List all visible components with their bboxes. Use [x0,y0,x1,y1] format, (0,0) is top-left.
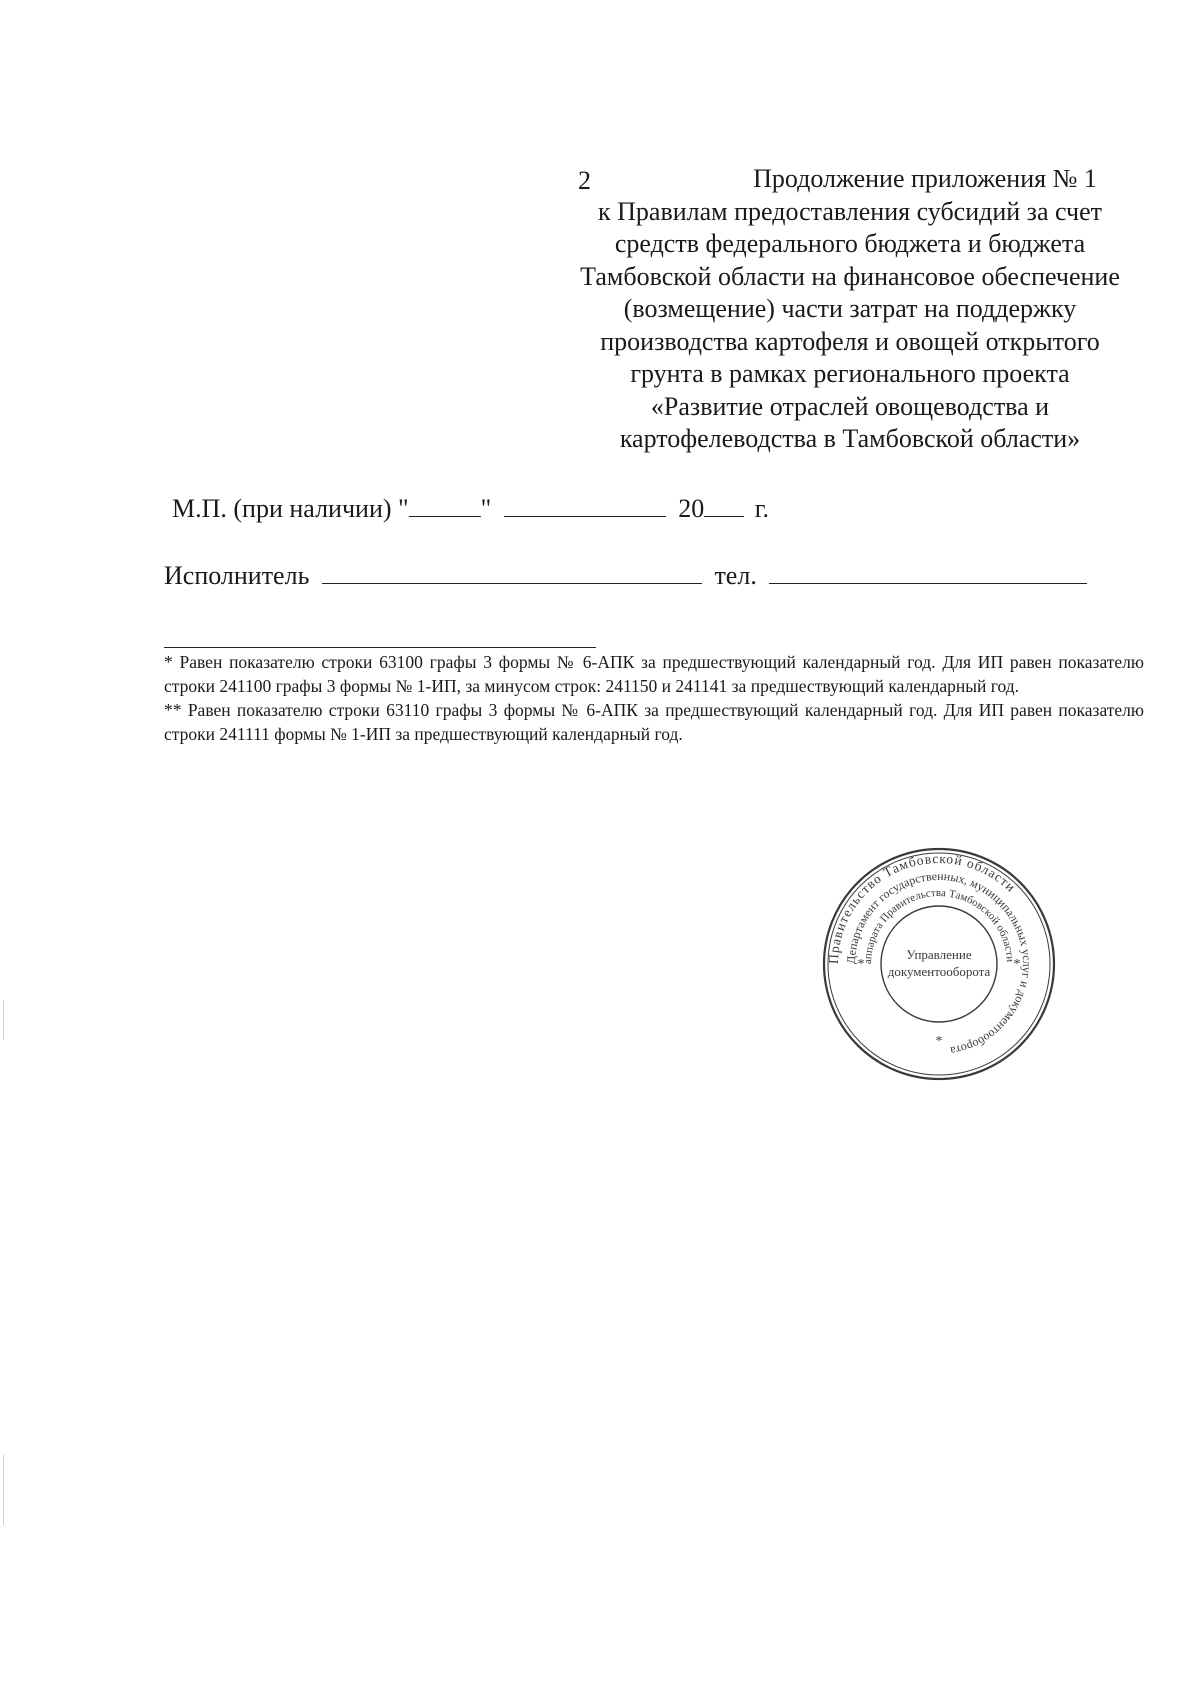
scan-artifact [3,1000,4,1040]
seal-star-icon: * [857,957,865,972]
executor-line [164,560,1087,592]
month-blank[interactable] [504,494,666,517]
footnote-1: * Равен показателю строки 63100 графы 3 формы № 6-АПК за предшествующий календарный год. Для ИП равен показателю строки 241100 графы 3 формы № 1-ИП, за минусом строк: 241150 и 241141 за предшествующий календарный год. [164,652,1144,696]
appendix-header-line: (возмещение) части затрат на поддержку [623,294,1077,323]
official-seal [821,846,1057,1082]
footnotes [164,650,1144,746]
day-blank[interactable] [409,494,481,517]
seal-inner-text: аппарата Правительства Тамбовской области [861,886,1017,965]
appendix-header-line: «Развитие отраслей овощеводства и [650,391,1050,421]
seal-center-line-2: документооборота [887,964,991,979]
appendix-header-line: к Правилам предоставления субсидий за счет [598,196,1102,226]
appendix-header-line: Тамбовской области на финансовое обеспечение [580,261,1120,291]
year-suffix: г. [754,494,769,523]
executor-label: Исполнитель [164,561,310,590]
phone-blank[interactable] [769,561,1087,584]
seal-star-icon: * [1013,957,1021,972]
appendix-header-line: грунта в рамках регионального проекта [630,359,1070,388]
stamp-date-line [172,493,769,525]
page-number: 2 [578,166,591,195]
seal-star-icon: * [935,1034,943,1049]
appendix-header-line: Продолжение приложения № 1 [753,164,1097,193]
phone-label: тел. [714,561,757,590]
seal-center-line-1: Управление [906,947,972,962]
appendix-header-line: картофелеводства в Тамбовской области» [619,424,1081,453]
appendix-header-line: производства картофеля и овощей открытого [600,326,1100,356]
footnote-separator [164,647,596,648]
executor-blank[interactable] [322,561,702,584]
year-blank[interactable] [704,494,744,517]
seal-outer-text: Правительство Тамбовской области [825,850,1019,965]
appendix-header-line: средств федерального бюджета и бюджета [614,229,1086,258]
seal-middle-text: Департамент государственных, муниципальных услуг и документооборота [843,868,1035,1059]
year-prefix: 20 [678,494,705,523]
scan-artifact [3,1455,4,1525]
quote-close: " [480,494,492,523]
stamp-label: М.П. (при наличии) " [172,494,409,523]
seal-graphic [821,846,1057,1082]
appendix-header [530,163,1170,456]
footnote-2: ** Равен показателю строки 63110 графы 3 формы № 6-АПК за предшествующий календарный год. Для ИП равен показателю строки 241111 формы № 1-ИП за предшествующий календарный год. [164,700,1144,744]
